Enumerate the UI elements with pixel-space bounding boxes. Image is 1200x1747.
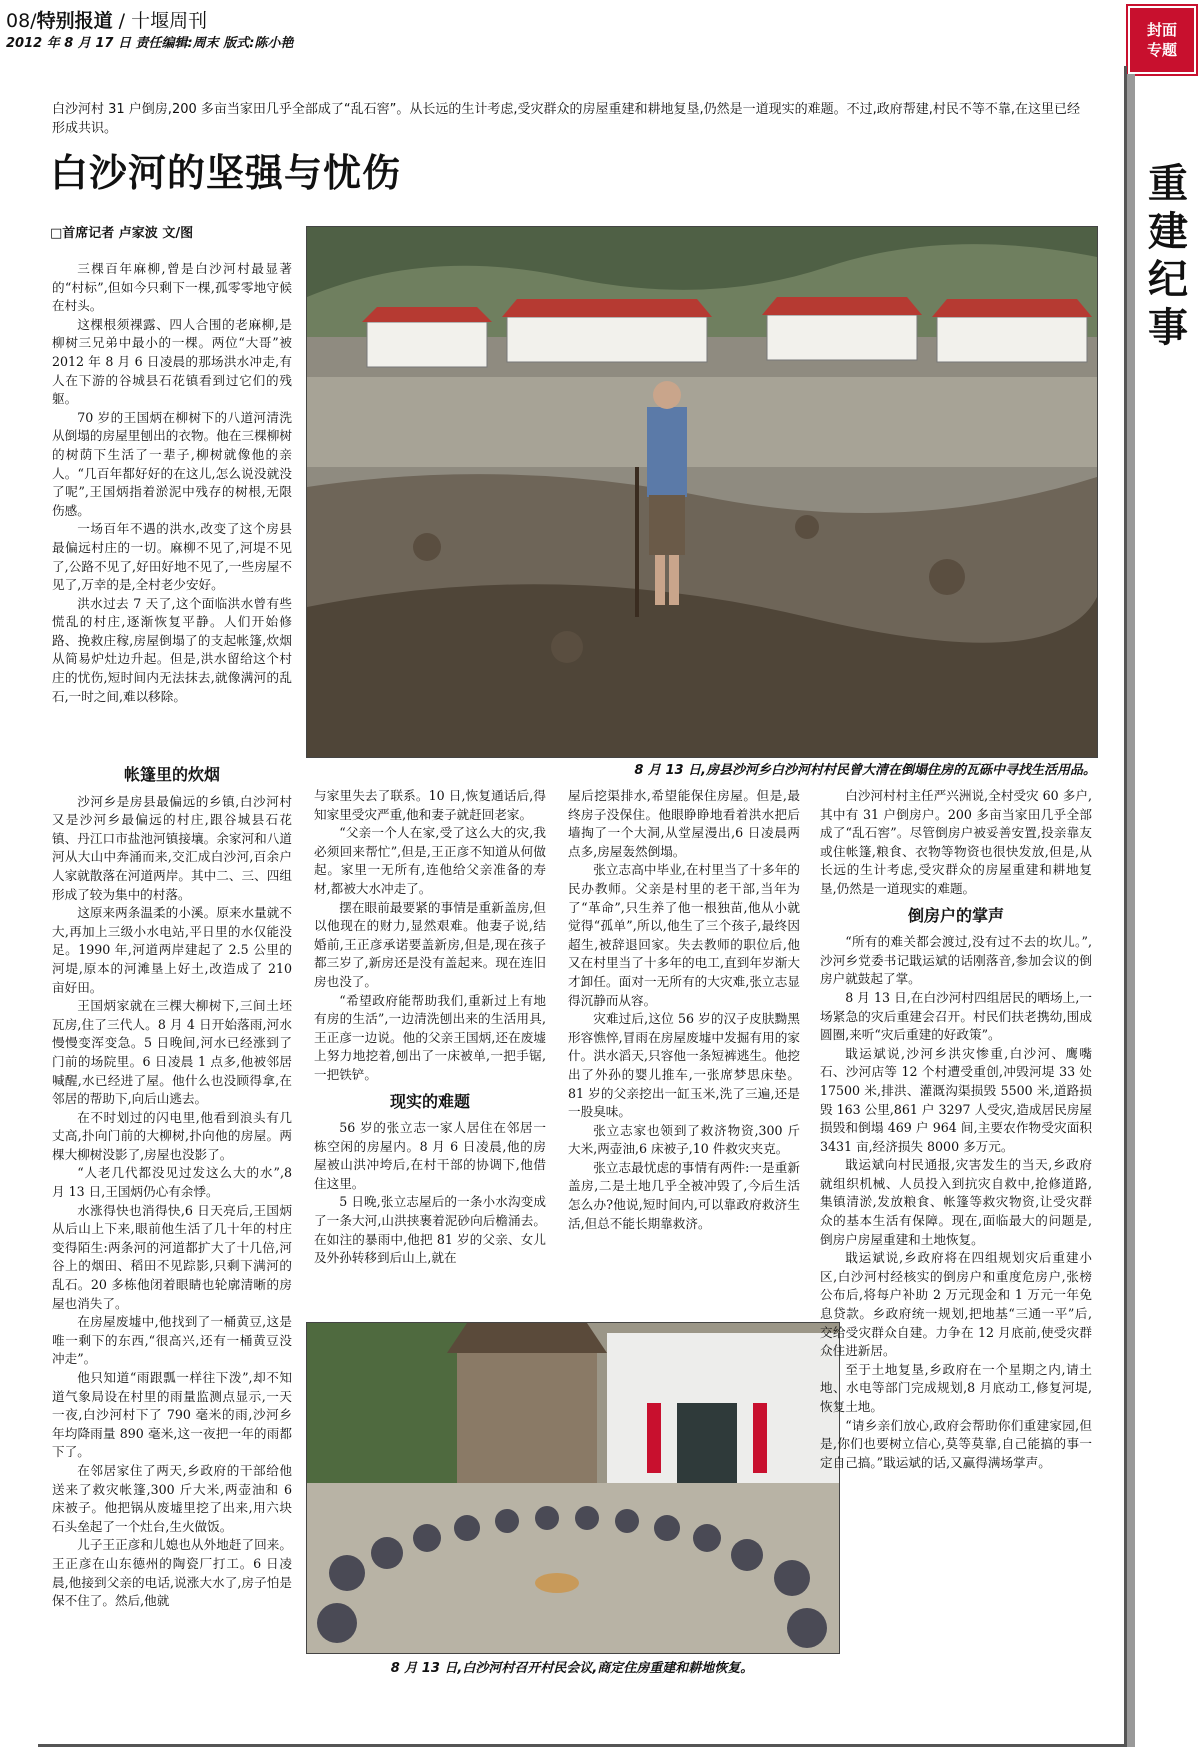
paragraph: 8 月 13 日,在白沙河村四组居民的晒场上,一场紧急的灾后重建会召开。村民们扶老携幼,围成圆圈,来听“灾后重建的好政策”。: [820, 989, 1092, 1043]
article-column-2: [314, 787, 546, 1268]
paragraph: “人老几代都没见过发这么大的水”,8 月 13 日,王国炳仍心有余悸。: [52, 1165, 292, 1200]
vertical-char: 建: [1148, 208, 1188, 255]
paragraph: 至于土地复垦,乡政府在一个星期之内,请土地、水电等部门完成规划,8 月底动工,修复河堤,恢复土地。: [820, 1361, 1092, 1414]
paragraph: 这原来两条温柔的小溪。原来水量就不大,再加上三级小水电站,平日里的水仅能没足。1990 年,河道两岸建起了 2.5 公里的河堤,原本的河滩垦上好土,改造成了 210 亩好田。: [52, 905, 292, 995]
paragraph: 王国炳家就在三棵大柳树下,三间土坯瓦房,住了三代人。8 月 4 日开始落雨,河水慢慢变浑变急。5 日晚间,河水已经涨到了门前的场院里。6 日凌晨 1 点多,他被邻居喊醒,水已经进了屋。他什么也没顾得拿,在邻居的帮助下,向后山逃去。: [52, 998, 292, 1107]
paragraph: 在不时划过的闪电里,他看到浪头有几丈高,扑向门前的大柳树,扑向他的房屋。两棵大柳树没影了,房屋也没影了。: [52, 1109, 292, 1162]
lead-paragraph: 白沙河村 31 户倒房,200 多亩当家田几乎全部成了“乱石窖”。从长远的生计考虑,受灾群众的房屋重建和耕地复垦,仍然是一道现实的难题。不过,政府帮建,村民不等不靠,在这里已经形成共识。: [52, 102, 1081, 136]
paragraph: 摆在眼前最要紧的事情是重新盖房,但以他现在的财力,显然艰难。他妻子说,结婚前,王正彦承诺要盖新房,但是,现在孩子都三岁了,新房还是没有盖起来。现在连旧房也没了。: [314, 899, 546, 989]
paragraph: 70 岁的王国炳在柳树下的八道河清洗从倒塌的房屋里刨出的衣物。他在三棵柳树的树荫下生活了一辈子,柳树就像他的亲人。“几百年都好好的在这儿,怎么说没就没了呢”,王国炳指着淤泥中残存的树根,无限伤感。: [52, 409, 292, 518]
vertical-char: 重: [1148, 160, 1188, 207]
paragraph: 沙河乡是房县最偏远的乡镇,白沙河村又是沙河乡最偏远的村庄,跟谷城县石花镇、丹江口市盐池河镇接壤。余家河和八道河从大山中奔涌而来,交汇成白沙河,百余户人家就散落在河道两岸。其中二、三、四组形成了较为集中的村落。: [52, 793, 292, 902]
byline: □首席记者 卢家波 文/图: [50, 226, 194, 241]
paragraph: 与家里失去了联系。10 日,恢复通话后,得知家里受灾严重,他和妻子就赶回老家。: [314, 788, 546, 822]
paragraph: 白沙河村村主任严兴洲说,全村受灾 60 多户,其中有 31 户倒房户。200 多亩当家田几乎全部成了“乱石窖”。尽管倒房户被妥善安置,投亲靠友或住帐篷,粮食、衣物等物资也很快发放,但是,从长远的生计考虑,受灾群众的房屋重建和耕地复垦,仍然是一道现实的难题。: [820, 788, 1092, 896]
paragraph: 这棵根须裸露、四人合围的老麻柳,是柳树三兄弟中最小的一棵。两位“大哥”被 2012 年 8 月 6 日凌晨的那场洪水冲走,有人在下游的谷城县石花镇看到过它们的残躯。: [52, 316, 292, 407]
article-column-4: [820, 787, 1092, 1472]
cover-feature-badge: [1128, 6, 1196, 74]
column-name: 十堰周刊: [131, 10, 208, 32]
photo-flood-ruins: [306, 226, 1098, 758]
vertical-char: 纪: [1148, 256, 1188, 303]
paragraph: “请乡亲们放心,政府会帮助你们重建家园,但是,你们也要树立信心,莫等莫靠,自己能搞的事一定自己搞。”戢运斌的话,又赢得满场掌声。: [820, 1417, 1092, 1470]
badge-line1: 封面: [1146, 21, 1177, 39]
paragraph: 在房屋废墟中,他找到了一桶黄豆,这是唯一剩下的东西,“很高兴,还有一桶黄豆没冲走”。: [52, 1314, 292, 1367]
paragraph: 在邻居家住了两天,乡政府的干部给他送来了救灾帐篷,300 斤大米,两壶油和 6 床被子。他把锅从废墟里挖了出来,用六块石头垒起了一个灶台,生火做饭。: [52, 1462, 292, 1534]
section-name: 特别报道: [36, 10, 113, 32]
headline: 白沙河的坚强与忧伤: [50, 150, 402, 195]
date-editor-line: 2012 年 8 月 17 日 责任编辑:周末 版式:陈小艳: [6, 36, 294, 51]
vertical-char: 事: [1148, 304, 1188, 351]
photo-village-meeting: [306, 1322, 840, 1654]
paragraph: 戢运斌说,沙河乡洪灾惨重,白沙河、鹰嘴石、沙河店等 12 个村遭受重创,冲毁河堤 33 处 17500 米,排洪、灌溉沟渠损毁 5500 米,道路损毁 163 公里,861 户 3297 人受灾,造成居民房屋损毁和倒塌 469 户 964 间,主要农作物受灾面积 3431 亩,经济损失 8000 多万元。: [820, 1045, 1092, 1154]
village-meeting-image: [307, 1323, 839, 1653]
photo1-caption: 8 月 13 日,房县沙河乡白沙河村村民曾大清在倒塌住房的瓦砾中寻找生活用品。: [634, 763, 1096, 778]
paragraph: 屋后挖渠排水,希望能保住房屋。但是,最终房子没保住。他眼睁睁地看着洪水把后墙掏了一个大洞,从堂屋漫出,6 日凌晨两点多,房屋轰然倒塌。: [568, 788, 800, 859]
page-header: [6, 6, 207, 33]
paragraph: 儿子王正彦和儿媳也从外地赶了回来。王正彦在山东德州的陶瓷厂打工。6 日凌晨,他接到父亲的电话,说涨大水了,房子怕是保不住了。然后,他就: [52, 1537, 292, 1609]
article-column-3: [568, 787, 800, 1233]
paragraph: 张立志家也领到了救济物资,300 斤大米,两壶油,6 床被子,10 件救灾夹克。: [568, 1122, 800, 1157]
section-vertical-title: [1144, 160, 1192, 352]
paragraph: “所有的难关都会渡过,没有过不去的坎儿。”,沙河乡党委书记戢运斌的话刚落音,参加会议的倒房户就鼓起了掌。: [820, 934, 1092, 987]
paragraph: 56 岁的张立志一家人居住在邻居一栋空闲的房屋内。8 月 6 日凌晨,他的房屋被山洪冲垮后,在村干部的协调下,他借住这里。: [314, 1120, 546, 1191]
paragraph: 灾难过后,这位 56 岁的汉子皮肤黝黑形容憔悴,冒雨在房屋废墟中发掘有用的家什。洪水滔天,只容他一条短裤逃生。他挖出了外孙的婴儿推车,一张席梦思床垫。81 岁的父亲挖出一缸玉米,洗了三遍,还是一股臭味。: [568, 1011, 800, 1120]
subheading-real-problem: 现实的难题: [389, 1091, 470, 1111]
header-separator: /: [118, 10, 126, 32]
paragraph: 戢运斌向村民通报,灾害发生的当天,乡政府就组织机械、人员投入到抗灾自救中,抢修道路,集镇清淤,发放粮食、帐篷等救灾物资,让受灾群众的基本生活有保障。现在,面临最大的问题是,倒房户房屋重建和土地恢复。: [820, 1157, 1092, 1247]
subheading-tent-smoke: 帐篷里的炊烟: [123, 765, 220, 784]
paragraph: 洪水过去 7 天了,这个面临洪水曾有些慌乱的村庄,逐渐恢复平静。人们开始修路、挽救庄稼,房屋倒塌了的支起帐篷,炊烟从简易炉灶边升起。但是,洪水留给这个村庄的忧伤,短时间内无法抹去,就像满河的乱石,一时之间,难以移除。: [52, 595, 292, 704]
flood-ruins-image: [307, 227, 1097, 757]
paragraph: “父亲一个人在家,受了这么大的灾,我必须回来帮忙”,但是,王正彦不知道从何做起。家里一无所有,连他给父亲准备的寿材,都被大水冲走了。: [314, 825, 546, 896]
article-column-1a: [52, 260, 292, 706]
article-column-1b: [52, 758, 292, 1611]
paragraph: 张立志最忧虑的事情有两件:一是重新盖房,二是土地几乎全被冲毁了,今后生活怎么办?他说,短时间内,可以靠政府救济生活,但总不能长期靠救济。: [568, 1159, 800, 1231]
paragraph: 戢运斌说,乡政府将在四组规划灾后重建小区,白沙河村经核实的倒房户和重度危房户,张榜公布后,将每户补助 2 万元现金和 1 万元一年免息贷款。乡政府统一规划,把地基“三通一平”后,交给受灾群众自建。力争在 12 月底前,使受灾群众住进新居。: [820, 1250, 1092, 1359]
subheading-applause: 倒房户的掌声: [907, 905, 1004, 925]
page-number: 08/: [6, 10, 37, 32]
badge-line2: 专题: [1146, 41, 1177, 59]
paragraph: “希望政府能帮助我们,重新过上有地有房的生活”,一边清洗刨出来的生活用具,王正彦一边说。他的父亲王国炳,还在废墟上努力地挖着,刨出了一床被单,一把手锯,一把铁铲。: [314, 992, 546, 1082]
paragraph: 5 日晚,张立志屋后的一条小水沟变成了一条大河,山洪挟裹着泥砂向后檐涌去。在如注的暴雨中,他把 81 岁的父亲、女儿及外孙转移到后山上,就在: [314, 1194, 546, 1266]
paragraph: 水涨得快也消得快,6 日天亮后,王国炳从后山上下来,眼前他生活了几十年的村庄变得陌生:两条河的河道都扩大了十几倍,河谷上的烟田、稻田不见踪影,只剩下满河的乱石。20 多栋他闭着眼睛也轮廓清晰的房屋也消失了。: [52, 1202, 292, 1311]
photo2-caption: 8 月 13 日,白沙河村召开村民会议,商定住房重建和耕地恢复。: [390, 1661, 754, 1676]
paragraph: 三棵百年麻柳,曾是白沙河村最显著的“村标”,但如今只剩下一棵,孤零零地守候在村头。: [52, 261, 292, 314]
paragraph: 一场百年不遇的洪水,改变了这个房县最偏远村庄的一切。麻柳不见了,河堤不见了,公路不见了,好田好地不见了,一些房屋不见了,万幸的是,全村老少安好。: [52, 521, 292, 593]
paragraph: 他只知道“雨跟瓢一样往下泼”,却不知道气象局设在村里的雨量监测点显示,一天一夜,白沙河村下了 790 毫米的雨,沙河乡年均降雨量 890 毫米,这一夜把一年的雨都下了。: [52, 1370, 292, 1460]
paragraph: 张立志高中毕业,在村里当了十多年的民办教师。父亲是村里的老干部,当年为了“革命”,只生养了他一根独苗,他从小就觉得“孤单”,所以,他生了三个孩子,最终因超生,被辞退回家。失去教师的职位后,他又在村里当了十多年的电工,直到年岁渐大才卸任。面对一无所有的大灾难,张立志显得沉静而从容。: [568, 862, 800, 1008]
